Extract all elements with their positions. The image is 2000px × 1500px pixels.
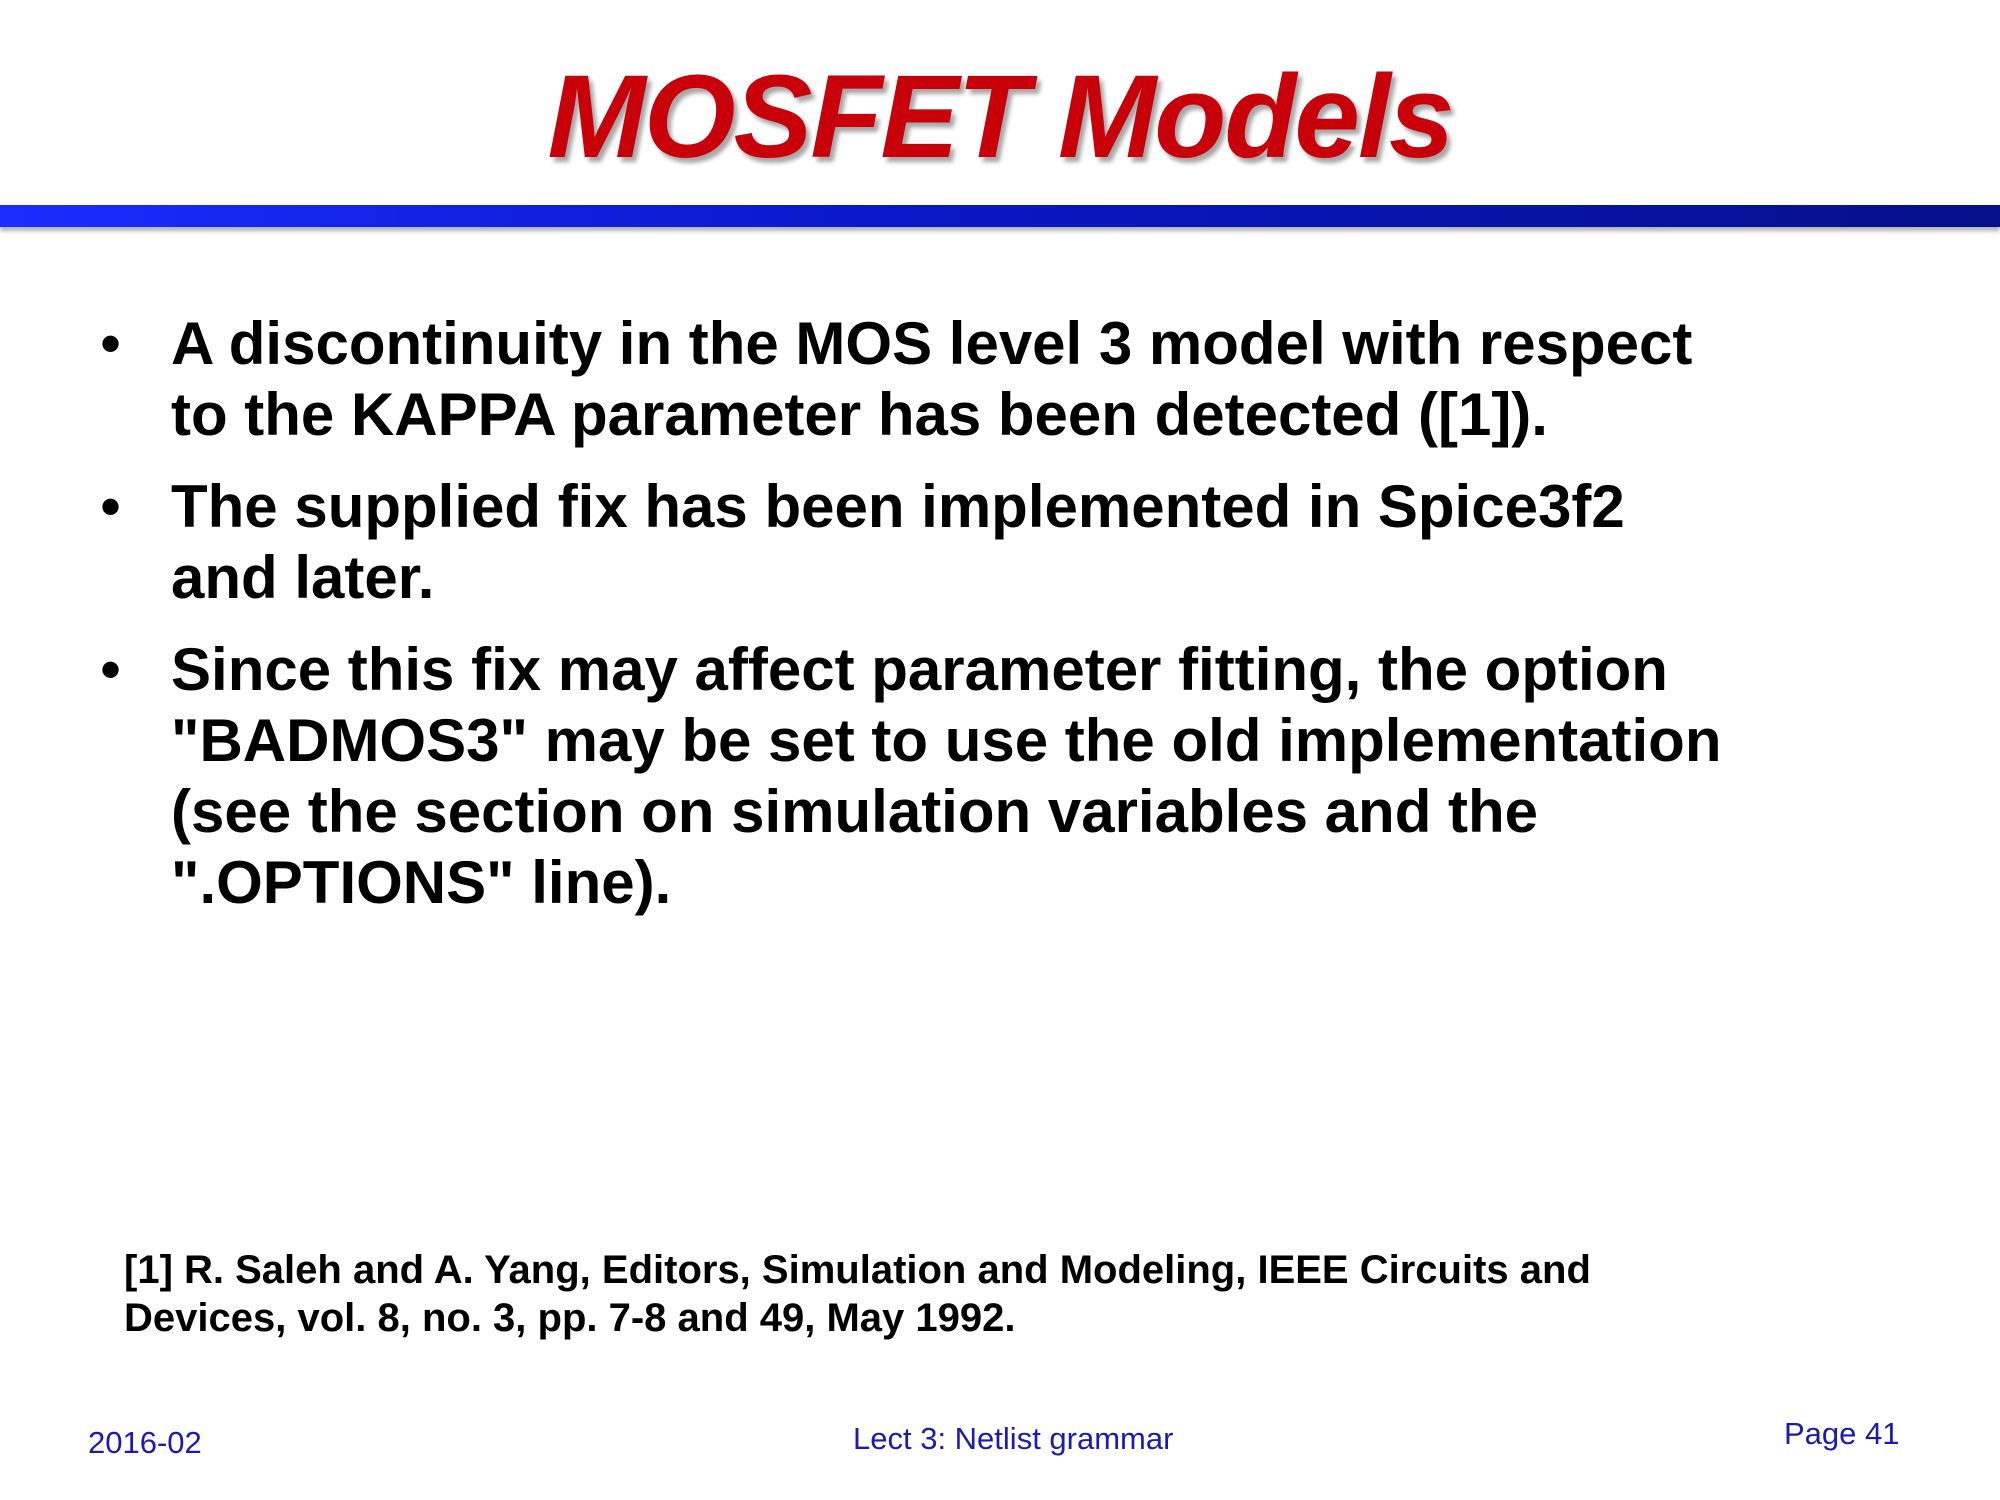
bullet-dot-icon: •	[100, 636, 122, 703]
bullet-item	[85, 308, 1965, 450]
bullet-dot-icon: •	[100, 473, 122, 540]
footer-lecture-title: Lect 3: Netlist grammar	[853, 1421, 1174, 1456]
bullet-line: The supplied fix has been implemented in Spice3f2	[171, 473, 1625, 540]
bullet-dot-icon: •	[100, 310, 122, 377]
bullet-line: and later.	[171, 544, 435, 611]
footer-page-number: Page 41	[1784, 1416, 1900, 1451]
title-divider	[0, 205, 2000, 227]
reference-line: [1] R. Saleh and A. Yang, Editors, Simulation and Modeling, IEEE Circuits and	[124, 1248, 1591, 1292]
reference-line: Devices, vol. 8, no. 3, pp. 7-8 and 49, May 1992.	[124, 1296, 1016, 1340]
bullet-list	[85, 308, 1965, 939]
bullet-line: Since this fix may affect parameter fitting, the option	[171, 636, 1668, 703]
bullet-item	[85, 471, 1965, 613]
bullet-line: ".OPTIONS" line).	[171, 849, 672, 916]
footer-date: 2016-02	[88, 1425, 202, 1460]
bullet-line: "BADMOS3" may be set to use the old implementation	[171, 707, 1722, 774]
bullet-item	[85, 634, 1965, 918]
bullet-line: to the KAPPA parameter has been detected ([1]).	[171, 381, 1548, 448]
bullet-line: A discontinuity in the MOS level 3 model with respect	[171, 310, 1693, 377]
slide-title: MOSFET Models	[547, 51, 1453, 183]
bullet-line: (see the section on simulation variables and the	[171, 778, 1539, 845]
reference-citation	[124, 1246, 1924, 1342]
